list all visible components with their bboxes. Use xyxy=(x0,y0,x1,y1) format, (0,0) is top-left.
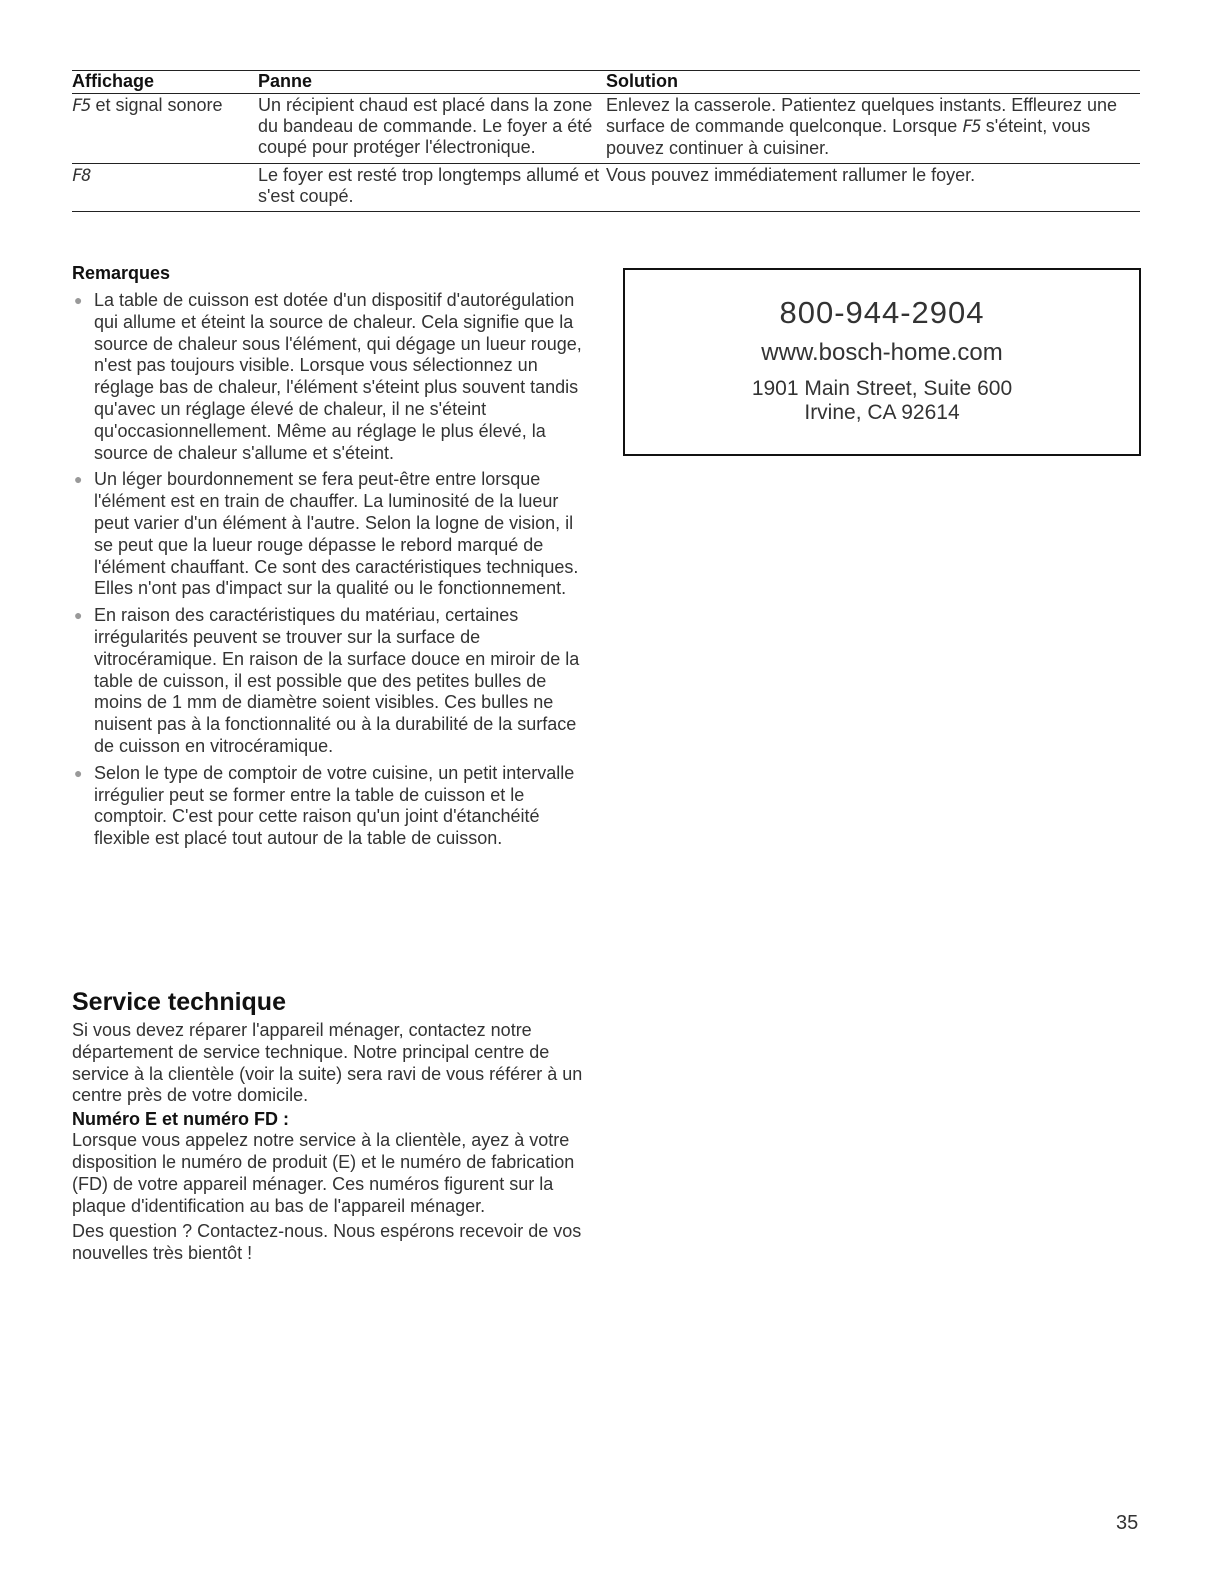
troubleshooting-table xyxy=(72,70,1140,212)
bullet-icon: ● xyxy=(74,764,83,781)
list-item-text: Selon le type de comptoir de votre cuisine, un petit intervalle irrégulier peut se former entre la table de cuisson et le comptoir. C'est pour cette raison qu'un joint d'étanchéité flexible est placé tout autour de la table de cuisson. xyxy=(94,762,575,849)
solution-text: Vous pouvez immédiatement rallumer le foyer. xyxy=(606,165,976,185)
header-panne: Panne xyxy=(258,71,606,94)
remarques-list xyxy=(72,290,592,855)
display-code: F8 xyxy=(72,166,91,186)
service-intro: Si vous devez réparer l'appareil ménager, contactez notre département de service technique. Notre principal centre de service à la clientèle (voir la suite) sera ravi de vous référer à un centre près de votre domicile. xyxy=(72,1020,583,1106)
display-code: F5 xyxy=(72,96,91,116)
contact-box xyxy=(623,268,1141,456)
page-number: 35 xyxy=(1116,1512,1139,1534)
address-line-1: 1901 Main Street, Suite 600 xyxy=(751,377,1013,400)
fault-cell: Un récipient chaud est placé dans la zone du bandeau de commande. Le foyer a été coupé pour protéger l'électronique. xyxy=(258,94,606,164)
list-item-text: En raison des caractéristiques du matériau, certaines irrégularités peuvent se trouver sur la surface de vitrocéramique. En raison de la surface douce en miroir de la table de cuisson, il est possible que des petites bulles de moins de 1 mm de diamètre soient visibles. Ces bulles ne nuisent pas à la fonctionnalité ou à la durabilité de la surface de cuisson en vitrocéramique. xyxy=(94,605,580,756)
remarques-heading: Remarques xyxy=(72,263,171,283)
solution-cell xyxy=(606,94,1140,164)
solution-code: F5 xyxy=(962,117,981,137)
display-suffix: et signal sonore xyxy=(90,95,223,115)
service-section xyxy=(72,1020,592,1265)
service-subheading: Numéro E et numéro FD : xyxy=(72,1109,290,1130)
solution-cell xyxy=(606,164,1140,212)
list-item-text: Un léger bourdonnement se fera peut-être entre lorsque l'élément est en train de chauffer. La luminosité de la lueur peut varier d'un élément à l'autre. Selon la logne de vision, il se peut que la lueur rouge dépasse le rebord marqué de l'élément chauffant. Ce sont des caractéristiques techniques. Elles n'ont pas d'impact sur la qualité ou le fonctionnement. xyxy=(94,469,579,599)
fault-cell: Le foyer est resté trop longtemps allumé et s'est coupé. xyxy=(258,164,606,212)
bullet-icon: ● xyxy=(74,607,83,624)
bullet-icon: ● xyxy=(74,471,83,488)
display-cell xyxy=(72,94,258,164)
table-header-row xyxy=(72,71,1140,94)
contact-address xyxy=(625,377,1139,425)
table-row xyxy=(72,164,1140,212)
list-item xyxy=(72,763,592,850)
list-item xyxy=(72,605,592,758)
list-item xyxy=(72,290,592,464)
contact-phone: 800-944-2904 xyxy=(779,295,985,330)
solution-text-end: s'éteint, vous pouvez continuer à cuisiner. xyxy=(606,116,1091,158)
service-body: Lorsque vous appelez notre service à la clientèle, ayez à votre disposition le numéro de produit (E) et le numéro de fabrication (FD) de votre appareil ménager. Ces numéros figurent sur la plaque d'identification au bas de l'appareil ménager. xyxy=(72,1130,575,1216)
solution-text: Enlevez la casserole. Patientez quelques instants. Effleurez une surface de commande quelconque. Lorsque xyxy=(606,95,1117,136)
header-affichage: Affichage xyxy=(72,71,258,94)
service-closing: Des question ? Contactez-nous. Nous espérons recevoir de vos nouvelles très bientôt ! xyxy=(72,1221,582,1264)
display-cell xyxy=(72,164,258,212)
list-item xyxy=(72,469,592,600)
service-heading: Service technique xyxy=(72,988,286,1016)
table-row xyxy=(72,94,1140,164)
contact-website[interactable]: www.bosch-home.com xyxy=(761,339,1003,366)
list-item-text: La table de cuisson est dotée d'un dispositif d'autorégulation qui allume et éteint la source de chaleur. Cela signifie que la source de chaleur sous l'élément, qui dégage un lueur rouge, n'est pas toujours visible. Lorsque vous sélectionnez un réglage bas de chaleur, l'élément s'éteint plus souvent tandis qu'avec un réglage élevé de chaleur, il ne s'éteint qu'occasionnellement. Même au réglage le plus élevé, la source de chaleur s'allume et s'éteint. xyxy=(94,290,582,463)
header-solution: Solution xyxy=(606,71,1140,94)
bullet-icon: ● xyxy=(74,292,83,308)
address-line-2: Irvine, CA 92614 xyxy=(804,401,960,424)
